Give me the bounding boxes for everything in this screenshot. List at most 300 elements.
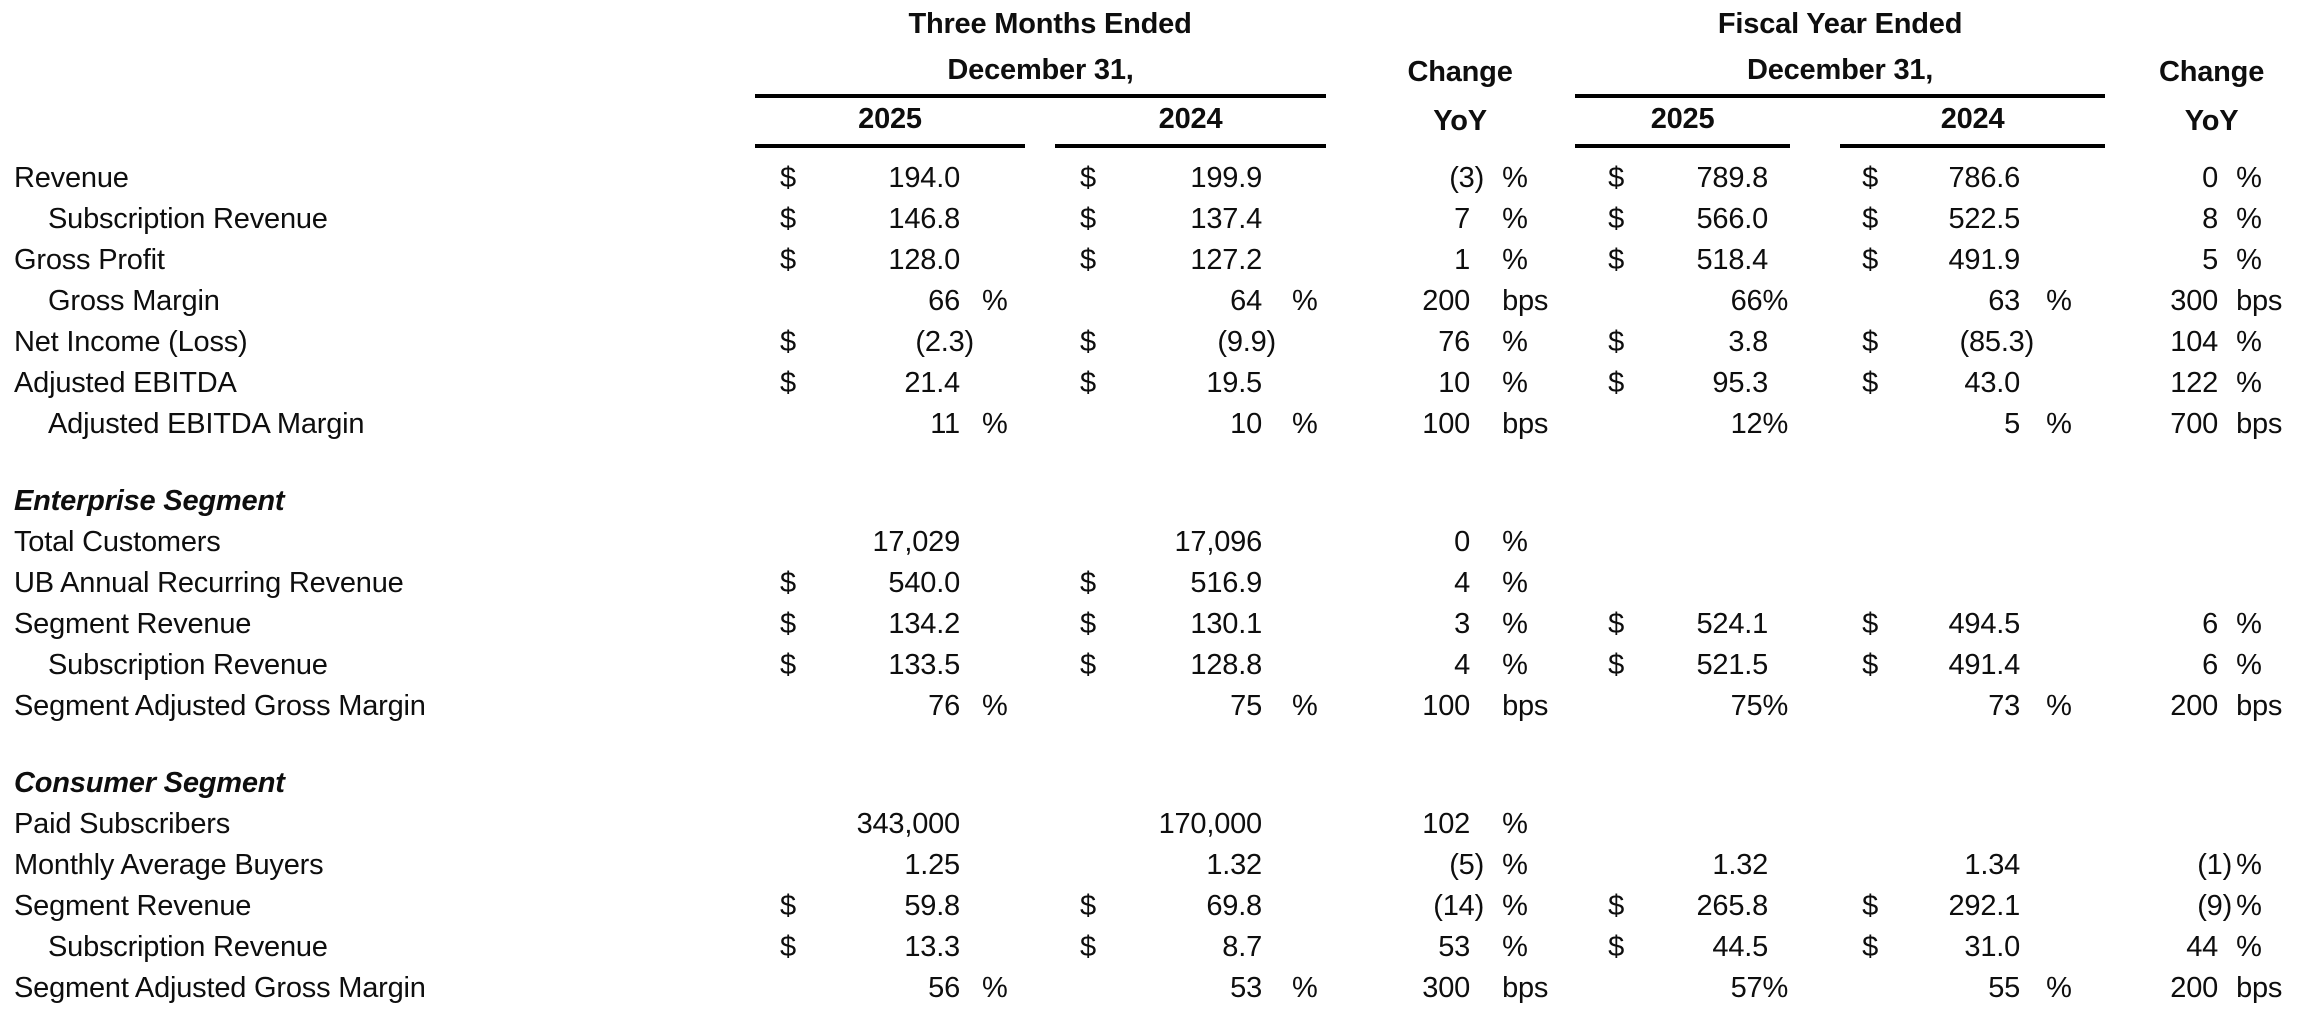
cell-text: % (2236, 326, 2262, 358)
cell-text: % (2236, 890, 2262, 922)
value-cell (1635, 404, 1790, 445)
fy-2025-header: 2025 (1575, 94, 1790, 148)
cell-text: (1) (2197, 849, 2233, 881)
fy-2025-header-cell (1575, 96, 1790, 146)
cell-text: $ (1080, 567, 1096, 599)
table-header (0, 0, 2318, 158)
unit-cell (960, 404, 1055, 445)
value-cell (2105, 281, 2218, 322)
currency-cell (755, 199, 815, 240)
value-cell (815, 604, 960, 645)
cell-text: 0 (1454, 526, 1471, 558)
spacer-cell (1790, 927, 1840, 968)
value-cell (815, 158, 960, 199)
unit-cell (1470, 240, 1575, 281)
value-cell (1880, 322, 2035, 363)
cell-text: 64 (1230, 285, 1262, 317)
unit-cell (2218, 927, 2318, 968)
currency-cell (1575, 199, 1635, 240)
value-cell (1635, 281, 1790, 322)
currency-cell (1840, 404, 1880, 445)
cell-text: 8.7 (1222, 931, 1262, 963)
unit-cell (960, 968, 1055, 1009)
currency-cell (1575, 845, 1635, 886)
currency-cell (1055, 522, 1115, 563)
header-gap-row (0, 146, 2318, 158)
value-cell (2105, 927, 2218, 968)
value-cell (815, 804, 960, 845)
cell-text: 5 (2202, 244, 2219, 276)
value-cell (1115, 804, 1262, 845)
cell-text: % (1502, 931, 1528, 963)
cell-text: $ (1080, 162, 1096, 194)
cell-text: % (1502, 203, 1528, 235)
table-row (0, 563, 2318, 604)
unit-cell (1262, 927, 1345, 968)
cell-text: (9) (2197, 890, 2233, 922)
value-cell (1635, 604, 1790, 645)
cell-text: % (1292, 408, 1318, 440)
cell-text: $ (1080, 890, 1096, 922)
unit-cell (2218, 240, 2318, 281)
value-cell (1345, 886, 1485, 927)
unit-cell (2020, 199, 2105, 240)
spacer-cell (1790, 158, 1840, 199)
currency-cell (1840, 804, 1880, 845)
table-row (0, 927, 2318, 968)
cell-text: bps (1502, 408, 1549, 440)
cell-text: 3 (1454, 608, 1471, 640)
cell-text: 146.8 (888, 203, 960, 235)
unit-cell (960, 927, 1055, 968)
spacer-cell (1790, 563, 1840, 604)
value-cell (815, 199, 960, 240)
unit-cell (960, 158, 1055, 199)
unit-cell (960, 563, 1055, 604)
currency-cell (755, 322, 815, 363)
currency-cell (1575, 522, 1635, 563)
row-label-cell: Revenue (14, 162, 129, 194)
currency-cell (755, 886, 815, 927)
cell-text: 122 (2170, 367, 2219, 399)
value-cell (1345, 845, 1485, 886)
cell-text: $ (1608, 649, 1624, 681)
currency-cell (1055, 686, 1115, 727)
cell-text: % (1292, 972, 1318, 1004)
unit-cell (960, 645, 1055, 686)
currency-cell (755, 404, 815, 445)
value-cell (815, 886, 960, 927)
cell-text: 137.4 (1190, 203, 1262, 235)
value-cell (1115, 281, 1262, 322)
cell-text: 194.0 (888, 162, 960, 194)
unit-cell (1470, 686, 1575, 727)
cell-text: % (2046, 408, 2072, 440)
spacer-cell (0, 445, 2318, 481)
currency-cell (1575, 322, 1635, 363)
cell-text: $ (780, 649, 796, 681)
table-row (0, 199, 2318, 240)
unit-cell (2020, 404, 2105, 445)
cell-text: $ (1862, 244, 1878, 276)
value-cell (1880, 240, 2020, 281)
value-cell (1115, 968, 1262, 1009)
row-label-cell: Segment Revenue (14, 890, 252, 922)
table-row (0, 686, 2318, 727)
cell-text: 17,096 (1174, 526, 1262, 558)
value-cell (815, 322, 974, 363)
row-label-cell: Paid Subscribers (14, 808, 231, 840)
value-cell (1880, 804, 2020, 845)
currency-cell (1055, 322, 1115, 363)
currency-cell (1840, 240, 1880, 281)
value-cell (1635, 240, 1790, 281)
cell-text: 19.5 (1206, 367, 1262, 399)
value-cell (1345, 240, 1470, 281)
cell-text: 343,000 (856, 808, 960, 840)
cell-text: 100 (1422, 408, 1471, 440)
value-cell (1115, 927, 1262, 968)
unit-cell (1470, 886, 1575, 927)
cell-text: $ (1608, 367, 1624, 399)
spacer-cell (1790, 604, 1840, 645)
value-cell (1880, 604, 2020, 645)
q-2024-header-cell (1055, 96, 1345, 146)
unit-cell (2218, 322, 2318, 363)
unit-cell (960, 804, 1055, 845)
cell-text: bps (1502, 285, 1549, 317)
currency-cell (1840, 968, 1880, 1009)
unit-cell (1470, 404, 1575, 445)
q-2025-header: 2025 (755, 94, 1025, 148)
cell-text: bps (1502, 690, 1549, 722)
unit-cell (2218, 968, 2318, 1009)
currency-cell (755, 363, 815, 404)
cell-text: 4 (1454, 649, 1471, 681)
unit-cell (1262, 804, 1345, 845)
cell-text: 57% (1730, 972, 1789, 1004)
cell-text: % (1502, 608, 1528, 640)
value-cell (815, 927, 960, 968)
cell-text: 76 (928, 690, 960, 722)
unit-cell (1262, 199, 1345, 240)
cell-text: 53 (1230, 972, 1262, 1004)
empty-cell (0, 48, 755, 96)
spacer-cell (1790, 281, 1840, 322)
unit-cell (1470, 158, 1575, 199)
currency-cell (1575, 686, 1635, 727)
unit-cell (2020, 686, 2105, 727)
value-cell (1880, 158, 2020, 199)
spacer-row (0, 445, 2318, 481)
value-cell (2105, 686, 2218, 727)
currency-cell (755, 158, 815, 199)
value-cell (1635, 804, 1790, 845)
unit-cell (2218, 281, 2318, 322)
period-title-row (0, 0, 2318, 48)
table-row (0, 404, 2318, 445)
quarter-period-subtitle: December 31, (755, 46, 1326, 98)
cell-text: 31.0 (1964, 931, 2021, 963)
currency-cell (1575, 363, 1635, 404)
unit-cell (1262, 240, 1345, 281)
spacer-cell (1790, 96, 1840, 146)
value-cell (2105, 563, 2218, 604)
cell-text: $ (1608, 608, 1624, 640)
cell-text: (14) (1433, 890, 1485, 922)
unit-cell (2020, 158, 2105, 199)
unit-cell (1262, 686, 1345, 727)
cell-text: 786.6 (1948, 162, 2021, 194)
currency-cell (1055, 845, 1115, 886)
unit-cell (1262, 363, 1345, 404)
unit-cell (960, 686, 1055, 727)
unit-cell (1262, 886, 1345, 927)
cell-text: % (1292, 285, 1318, 317)
value-cell (815, 281, 960, 322)
cell-text: % (2236, 367, 2262, 399)
value-cell (1345, 199, 1470, 240)
unit-cell (2218, 522, 2318, 563)
unit-cell (2218, 804, 2318, 845)
cell-text: bps (2236, 972, 2283, 1004)
cell-text: $ (1080, 367, 1096, 399)
value-cell (815, 404, 960, 445)
cell-text: 199.9 (1190, 162, 1262, 194)
row-label-cell: Segment Adjusted Gross Margin (14, 690, 426, 722)
unit-cell (1470, 645, 1575, 686)
cell-text: % (2236, 244, 2262, 276)
currency-cell (1055, 927, 1115, 968)
cell-text: % (1502, 367, 1528, 399)
table-row (0, 886, 2318, 927)
cell-text: $ (1862, 649, 1878, 681)
spacer-cell (1790, 968, 1840, 1009)
currency-cell (755, 845, 815, 886)
value-cell (1345, 563, 1470, 604)
cell-text: 8 (2202, 203, 2219, 235)
cell-text: $ (1080, 649, 1096, 681)
unit-cell (1470, 845, 1575, 886)
cell-text: 73 (1988, 690, 2021, 722)
cell-text: 3.8 (1728, 326, 1769, 358)
spacer-cell (1790, 804, 1840, 845)
cell-text: % (1502, 326, 1528, 358)
value-cell (815, 240, 960, 281)
unit-cell (2020, 804, 2105, 845)
unit-cell (2218, 404, 2318, 445)
empty-cell (0, 0, 755, 48)
table-row (0, 645, 2318, 686)
cell-text: 200 (2170, 690, 2219, 722)
value-cell (1115, 645, 1262, 686)
row-label-cell: Subscription Revenue (48, 203, 328, 235)
cell-text: 21.4 (904, 367, 960, 399)
currency-cell (1055, 968, 1115, 1009)
unit-cell (960, 199, 1055, 240)
currency-cell (1575, 563, 1635, 604)
currency-cell (1840, 281, 1880, 322)
cell-text: $ (780, 162, 796, 194)
value-cell (1115, 240, 1262, 281)
unit-cell (1470, 563, 1575, 604)
cell-text: 104 (2170, 326, 2219, 358)
fiscal-change-label: Change (2158, 55, 2265, 88)
unit-cell (1470, 927, 1575, 968)
quarter-change-label: Change (1407, 55, 1513, 88)
unit-cell (960, 604, 1055, 645)
currency-cell (1840, 522, 1880, 563)
currency-cell (1055, 604, 1115, 645)
value-cell (1115, 363, 1262, 404)
value-cell (1345, 686, 1470, 727)
value-cell (2105, 158, 2218, 199)
unit-cell (1262, 563, 1345, 604)
spacer-cell (0, 727, 2318, 763)
spacer-cell (1790, 240, 1840, 281)
cell-text: bps (2236, 408, 2283, 440)
unit-cell (2218, 363, 2318, 404)
cell-text: 170,000 (1158, 808, 1262, 840)
cell-text: 55 (1988, 972, 2021, 1004)
cell-text: bps (2236, 285, 2283, 317)
cell-text: % (1502, 526, 1528, 558)
value-cell (1345, 927, 1470, 968)
value-cell (1115, 158, 1262, 199)
cell-text: $ (1080, 608, 1096, 640)
fiscal-change-unit-label: YoY (2184, 104, 2239, 137)
row-label-cell: Adjusted EBITDA (14, 367, 237, 399)
row-label-cell: Subscription Revenue (48, 931, 328, 963)
currency-cell (1840, 645, 1880, 686)
value-cell (1880, 927, 2020, 968)
table-row (0, 240, 2318, 281)
cell-text: 1.34 (1964, 849, 2021, 881)
cell-text: % (1502, 649, 1528, 681)
fiscal-period-subtitle: December 31, (1575, 46, 2105, 98)
value-cell (2105, 886, 2233, 927)
cell-text: % (2236, 608, 2262, 640)
value-cell (1635, 158, 1790, 199)
cell-text: 53 (1438, 931, 1471, 963)
currency-cell (1575, 968, 1635, 1009)
value-cell (1635, 927, 1790, 968)
currency-cell (1575, 240, 1635, 281)
cell-text: 524.1 (1696, 608, 1769, 640)
cell-text: (3) (1449, 162, 1485, 194)
cell-text: 59.8 (904, 890, 960, 922)
value-cell (1635, 563, 1790, 604)
value-cell (2105, 968, 2218, 1009)
value-cell (2105, 804, 2218, 845)
currency-cell (755, 686, 815, 727)
value-cell (1880, 968, 2020, 1009)
spacer-cell (0, 146, 2318, 158)
cell-text: 300 (2170, 285, 2219, 317)
value-cell (1345, 363, 1470, 404)
cell-text: $ (1862, 326, 1878, 358)
unit-cell (2020, 563, 2105, 604)
value-cell (815, 522, 960, 563)
cell-text: % (1292, 690, 1318, 722)
cell-text: $ (1862, 203, 1878, 235)
cell-text: $ (1862, 931, 1878, 963)
cell-text: $ (780, 367, 796, 399)
value-cell (1880, 522, 2020, 563)
cell-text: % (2046, 285, 2072, 317)
value-cell (1115, 563, 1262, 604)
section-row (0, 481, 2318, 522)
cell-text: % (982, 972, 1008, 1004)
unit-cell (1470, 322, 1575, 363)
spacer-cell (1790, 886, 1840, 927)
value-cell (1880, 404, 2020, 445)
cell-text: $ (1608, 326, 1624, 358)
table-row (0, 968, 2318, 1009)
spacer-row (0, 727, 2318, 763)
period-subtitle-row (0, 48, 2318, 96)
cell-text: 63 (1988, 285, 2021, 317)
value-cell (2105, 604, 2218, 645)
row-label-cell: Segment Adjusted Gross Margin (14, 972, 426, 1004)
spacer-cell (1790, 522, 1840, 563)
currency-cell (755, 240, 815, 281)
cell-text: 133.5 (888, 649, 960, 681)
value-cell (1880, 645, 2020, 686)
cell-text: $ (780, 931, 796, 963)
value-cell (1880, 363, 2020, 404)
table-row (0, 281, 2318, 322)
currency-cell (1840, 604, 1880, 645)
cell-text: 0 (2202, 162, 2219, 194)
unit-cell (1470, 604, 1575, 645)
cell-text: 44.5 (1712, 931, 1769, 963)
unit-cell (2218, 199, 2318, 240)
cell-text: % (2046, 972, 2072, 1004)
currency-cell (1055, 404, 1115, 445)
value-cell (2105, 645, 2218, 686)
cell-text: % (1502, 808, 1528, 840)
empty-cell (2105, 0, 2318, 48)
fy-2024-header-cell (1840, 96, 2105, 146)
currency-cell (1055, 199, 1115, 240)
currency-cell (1575, 281, 1635, 322)
unit-cell (1262, 968, 1345, 1009)
currency-cell (1575, 645, 1635, 686)
currency-cell (1055, 645, 1115, 686)
table-row (0, 804, 2318, 845)
value-cell (1635, 686, 1790, 727)
currency-cell (755, 563, 815, 604)
currency-cell (755, 281, 815, 322)
table-row (0, 322, 2318, 363)
currency-cell (1575, 158, 1635, 199)
row-label-cell: UB Annual Recurring Revenue (14, 567, 404, 599)
cell-text: 102 (1422, 808, 1471, 840)
value-cell (2105, 845, 2233, 886)
cell-text: 127.2 (1190, 244, 1262, 276)
cell-text: 134.2 (888, 608, 960, 640)
table-row (0, 604, 2318, 645)
value-cell (1345, 645, 1470, 686)
cell-text: $ (780, 567, 796, 599)
table-row (0, 845, 2318, 886)
cell-text: % (1502, 890, 1528, 922)
cell-text: 789.8 (1696, 162, 1769, 194)
cell-text: 1.25 (904, 849, 960, 881)
value-cell (2105, 199, 2218, 240)
value-cell (1345, 281, 1470, 322)
